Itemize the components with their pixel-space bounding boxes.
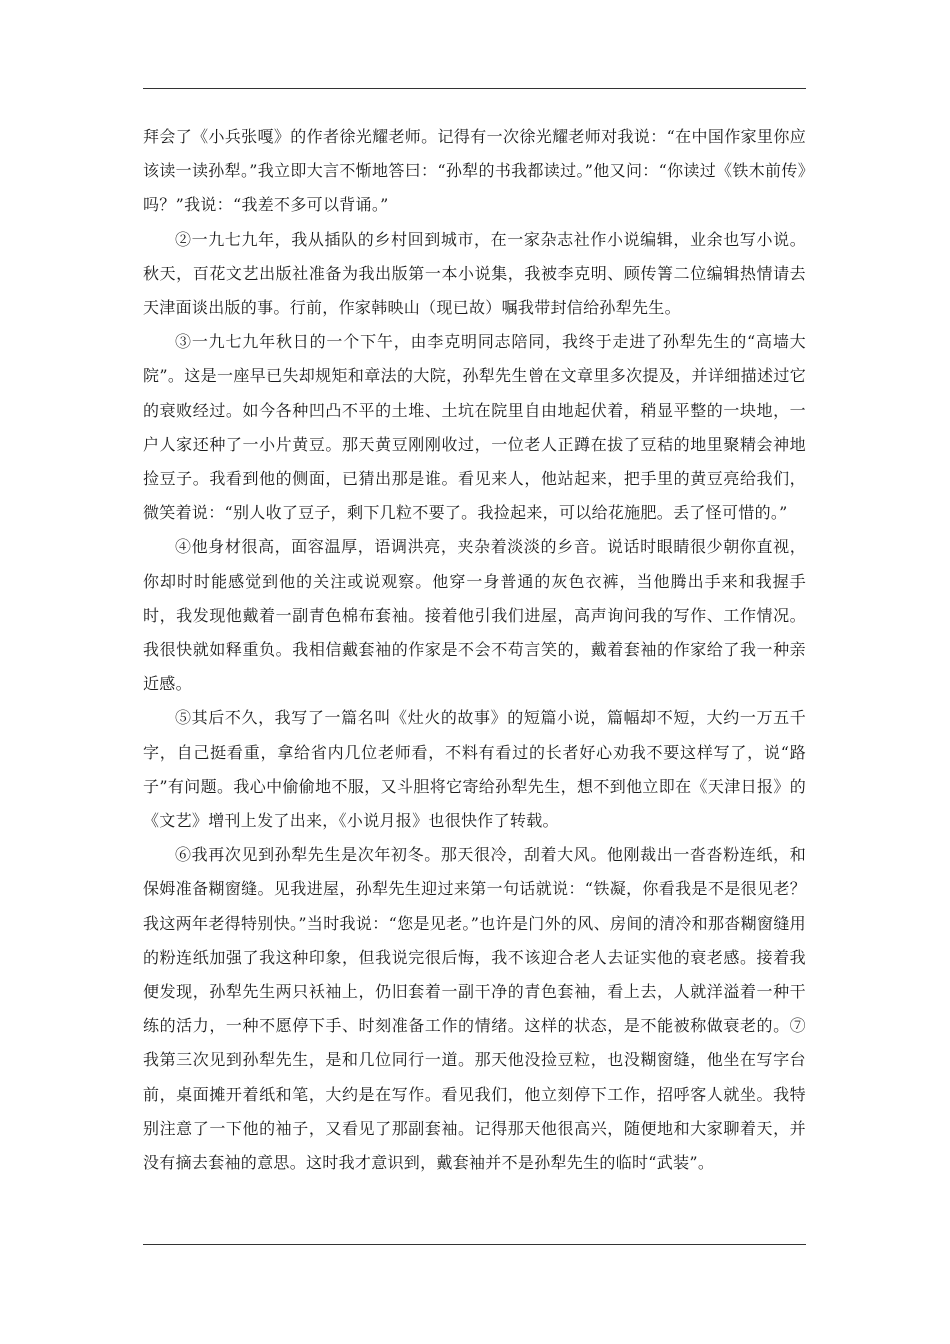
paragraph-2: ②一九七九年，我从插队的乡村回到城市，在一家杂志社作小说编辑，业余也写小说。秋天，百花文艺出版社准备为我出版第一本小说集，我被李克明、顾传箐二位编辑热情请去天津面谈出版的事。行前，作家韩映山（现已故）嘱我带封信给孙犁先生。 <box>143 229 806 318</box>
header-rule <box>143 88 806 89</box>
paragraph-3: ③一九七九年秋日的一个下午，由李克明同志陪同，我终于走进了孙犁先生的“高墙大院”。这是一座早已失却规矩和章法的大院，孙犁先生曾在文章里多次提及，并详细描述过它的衰败经过。如今各种凹凸不平的土堆、土坑在院里自由地起伏着，稍显平整的一块地，一户人家还种了一小片黄豆。那天黄豆刚刚收过，一位老人正蹲在拔了豆秸的地里聚精会神地捡豆子。我看到他的侧面，已猜出那是谁。看见来人，他站起来，把手里的黄豆亮给我们，微笑着说：“别人收了豆子，剩下几粒不要了。我捡起来，可以给花施肥。丢了怪可惜的。” <box>143 332 806 523</box>
paragraph-4: ④他身材很高，面容温厚，语调洪亮，夹杂着淡淡的乡音。说话时眼睛很少朝你直视，你却时时能感觉到他的关注或说观察。他穿一身普通的灰色衣裤，当他腾出手来和我握手时，我发现他戴着一副青色棉布套袖。接着他引我们进屋，高声询问我的写作、工作情况。我很快就如释重负。我相信戴套袖的作家是不会不苟言笑的，戴着套袖的作家给了我一种亲近感。 <box>143 537 806 694</box>
paragraph-5: ⑤其后不久，我写了一篇名叫《灶火的故事》的短篇小说，篇幅却不短，大约一万五千字，自己挺看重，拿给省内几位老师看，不料有看过的长者好心劝我不要这样写了，说“路子”有问题。我心中偷偷地不服，又斗胆将它寄给孙犁先生，想不到他立即在《天津日报》的《文艺》增刊上发了出来，《小说月报》也很快作了转载。 <box>143 708 806 831</box>
paragraph-1: 拜会了《小兵张嘎》的作者徐光耀老师。记得有一次徐光耀老师对我说：“在中国作家里你应该读一读孙犁。”我立即大言不惭地答曰：“孙犁的书我都读过。”他又问：“你读过《铁木前传》吗？”我说：“我差不多可以背诵。” <box>143 127 806 215</box>
footer-rule <box>143 1244 806 1245</box>
paragraph-6: ⑥我再次见到孙犁先生是次年初冬。那天很冷，刮着大风。他刚裁出一沓沓粉连纸，和保姆准备糊窗缝。见我进屋，孙犁先生迎过来第一句话就说：“铁凝，你看我是不是很见老？我这两年老得特别快。”当时我说：“您是见老。”也许是门外的风、房间的清冷和那沓糊窗缝用的粉连纸加强了我这种印象，但我说完很后悔，我不该迎合老人去证实他的衰老感。接着我便发现，孙犁先生两只袄袖上，仍旧套着一副干净的青色套袖，看上去，人就洋溢着一种干练的活力，一种不愿停下手、时刻准备工作的情绪。这样的状态，是不能被称做衰老的。⑦我第三次见到孙犁先生，是和几位同行一道。那天他没捡豆粒，也没糊窗缝，他坐在写字台前，桌面摊开着纸和笔，大约是在写作。看见我们，他立刻停下工作，招呼客人就坐。我特别注意了一下他的袖子，又看见了那副套袖。记得那天他很高兴，随便地和大家聊着天，并没有摘去套袖的意思。这时我才意识到，戴套袖并不是孙犁先生的临时“武装”。 <box>143 845 806 1173</box>
document-body <box>143 120 806 1180</box>
